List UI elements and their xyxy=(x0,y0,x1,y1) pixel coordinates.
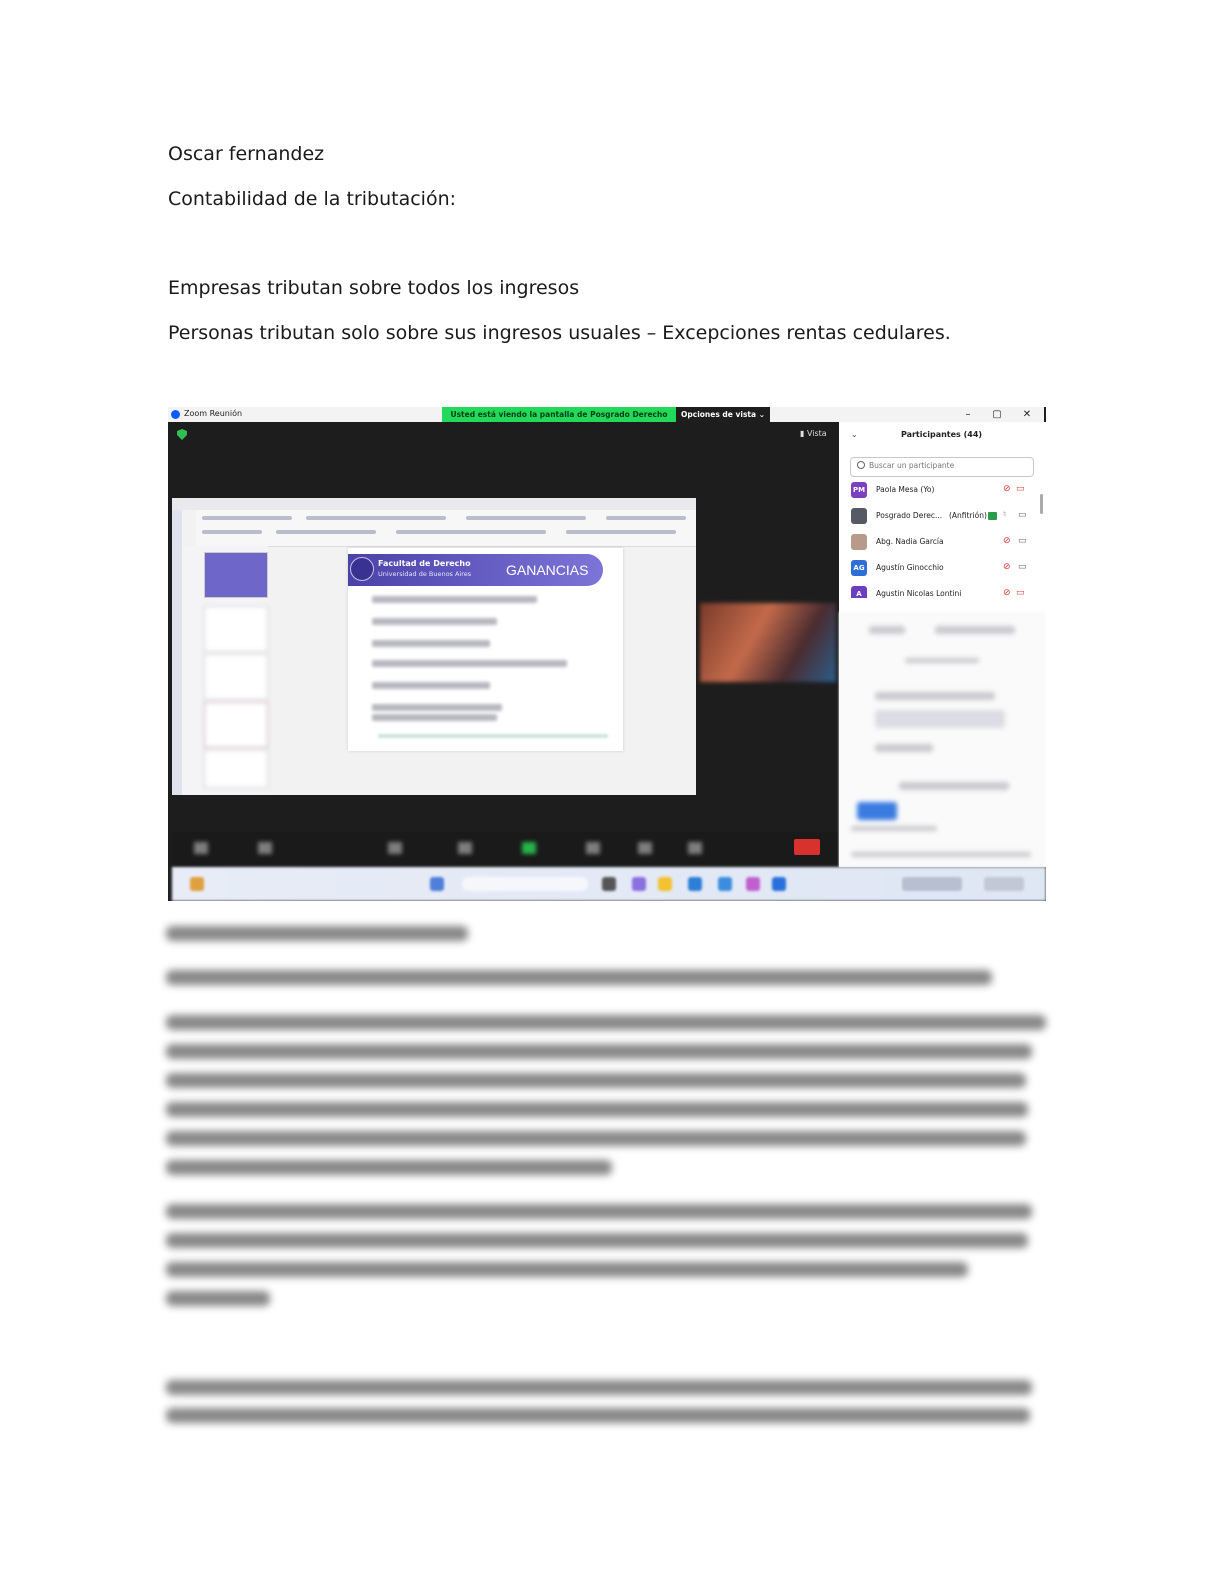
participant-video xyxy=(700,603,836,682)
chevron-down-icon[interactable]: ⌄ xyxy=(851,430,858,439)
blurred-text-line xyxy=(166,1073,1026,1088)
video-icon[interactable]: ▭ xyxy=(1018,510,1027,520)
ribbon-item xyxy=(566,530,676,534)
share-screen-icon[interactable] xyxy=(522,842,536,854)
participant-row[interactable] xyxy=(851,558,1041,578)
paragraph-empresas: Empresas tributan sobre todos los ingresos xyxy=(168,277,580,299)
blurred-text-line xyxy=(166,1233,1028,1248)
video-icon[interactable]: ▭ xyxy=(1018,562,1027,572)
slide-thumbnail[interactable] xyxy=(204,702,268,748)
slide-bullet xyxy=(372,714,497,721)
slide-bullet xyxy=(372,618,497,625)
avatar: AG xyxy=(851,560,867,576)
system-tray[interactable] xyxy=(902,877,962,891)
zoom-taskbar-icon[interactable] xyxy=(772,877,786,891)
weather-icon[interactable] xyxy=(190,877,204,891)
participant-row[interactable] xyxy=(851,506,1041,526)
search-icon xyxy=(857,461,865,469)
participants-panel xyxy=(839,422,1046,867)
app-icon[interactable] xyxy=(632,877,646,891)
blurred-item xyxy=(851,852,1031,857)
meeting-controls xyxy=(172,832,839,867)
zoom-window-title: Zoom Reunión xyxy=(184,409,243,418)
host-badge-icon xyxy=(988,512,997,520)
zoom-title-bar xyxy=(168,407,1044,422)
chat-icon[interactable] xyxy=(458,842,472,854)
blurred-text-line xyxy=(166,1160,612,1175)
taskbar-search-input[interactable] xyxy=(462,877,588,891)
shield-icon xyxy=(177,429,187,440)
avatar: PM xyxy=(851,482,867,498)
participants-icon[interactable] xyxy=(388,842,402,854)
grid-icon: ▮ xyxy=(800,429,805,438)
start-icon[interactable] xyxy=(430,877,444,891)
blurred-text-line xyxy=(166,970,992,985)
mic-muted-icon[interactable]: ⊘ xyxy=(1003,536,1011,546)
browser-icon[interactable] xyxy=(688,877,702,891)
share-banner: Usted está viendo la pantalla de Posgrado Derecho xyxy=(442,407,676,422)
view-options-label: Opciones de vista xyxy=(681,410,757,419)
reactions-icon[interactable] xyxy=(638,842,652,854)
mic-muted-icon[interactable]: ⊘ xyxy=(1003,562,1011,572)
minimize-icon[interactable]: – xyxy=(965,409,971,420)
slide-footer xyxy=(378,734,608,738)
blurred-text-line xyxy=(166,1044,1032,1059)
zoom-screenshot xyxy=(168,407,1046,901)
blurred-item xyxy=(875,710,1005,728)
slide-bullet xyxy=(372,704,502,711)
close-icon[interactable]: ✕ xyxy=(1022,409,1032,420)
slide-faculty: Facultad de Derecho xyxy=(378,559,471,568)
maximize-icon[interactable]: ▢ xyxy=(992,409,1002,420)
blurred-item xyxy=(875,692,995,700)
app-icon[interactable] xyxy=(718,877,732,891)
view-options-button[interactable] xyxy=(676,407,770,422)
folder-icon[interactable] xyxy=(658,877,672,891)
more-icon[interactable] xyxy=(688,842,702,854)
paragraph-personas: Personas tributan solo sobre sus ingresos usuales – Excepciones rentas cedulares. xyxy=(168,322,951,344)
blurred-text-line xyxy=(166,1131,1026,1146)
windows-taskbar xyxy=(172,867,1046,901)
ribbon-item xyxy=(466,516,586,520)
blurred-text-line xyxy=(166,1204,1032,1219)
video-icon[interactable]: ▭ xyxy=(1018,536,1027,546)
taskview-icon[interactable] xyxy=(602,877,616,891)
ribbon-item xyxy=(396,530,546,534)
avatar xyxy=(851,508,867,524)
clock xyxy=(984,877,1024,891)
zoom-logo-icon xyxy=(171,410,180,419)
participant-name: Agustín Ginocchio xyxy=(876,563,944,572)
current-slide xyxy=(348,548,623,751)
blurred-item xyxy=(851,826,937,831)
slide-thumbnail[interactable] xyxy=(204,750,268,788)
participant-search-input[interactable] xyxy=(850,457,1034,477)
participants-title: Participantes (44) xyxy=(900,430,983,439)
slide-thumbnail[interactable] xyxy=(204,654,268,700)
slide-header xyxy=(348,554,603,586)
blurred-text-line xyxy=(166,1102,1028,1117)
end-meeting-button[interactable] xyxy=(794,839,820,855)
search-placeholder: Buscar un participante xyxy=(869,461,955,470)
chat-area xyxy=(839,612,1046,867)
slide-university: Universidad de Buenos Aires xyxy=(378,570,472,578)
slide-bullet xyxy=(372,640,490,647)
blurred-text-line xyxy=(166,1262,968,1277)
record-icon[interactable] xyxy=(586,842,600,854)
participant-name: Agustin Nicolas Lontini xyxy=(876,589,962,598)
ribbon-item xyxy=(202,530,262,534)
blurred-item xyxy=(869,626,905,634)
blurred-text-line xyxy=(166,1015,1046,1030)
blurred-item xyxy=(899,782,1009,790)
participant-name: Abg. Nadia García xyxy=(876,537,944,546)
slide-bullet xyxy=(372,596,537,603)
shared-presentation xyxy=(172,498,696,795)
view-button[interactable] xyxy=(800,429,827,438)
mic-icon[interactable] xyxy=(194,842,208,854)
slide-thumbnail[interactable] xyxy=(204,552,268,598)
video-off-icon[interactable]: ▭ xyxy=(1016,484,1025,494)
section-subtitle: Contabilidad de la tributación: xyxy=(168,188,457,210)
blurred-item xyxy=(935,626,1015,634)
host-tag: (Anfitrión) xyxy=(949,511,987,520)
meeting-area xyxy=(168,422,839,867)
mic-muted-icon[interactable]: ⊘ xyxy=(1003,588,1011,598)
ribbon-item xyxy=(276,530,376,534)
blurred-item xyxy=(875,744,933,752)
participant-name: Paola Mesa (Yo) xyxy=(876,485,935,494)
video-icon[interactable] xyxy=(258,842,272,854)
university-seal-icon xyxy=(350,557,374,581)
slide-thumbnail[interactable] xyxy=(204,606,268,652)
participant-row[interactable] xyxy=(851,532,1041,552)
view-label: Vista xyxy=(806,429,827,438)
author-name: Oscar fernandez xyxy=(168,143,325,165)
slide-title: GANANCIAS xyxy=(506,562,589,578)
ppt-title-bar xyxy=(172,498,696,510)
blurred-text-line xyxy=(166,1380,1032,1395)
ppt-ribbon xyxy=(196,510,696,547)
blurred-item xyxy=(905,658,979,663)
slide-bullet xyxy=(372,660,567,667)
avatar: A xyxy=(851,586,867,598)
blurred-text-line xyxy=(166,1408,1030,1423)
ribbon-item xyxy=(306,516,446,520)
panel-scrollbar[interactable] xyxy=(1040,494,1043,514)
mic-muted-icon[interactable]: ⊘ xyxy=(1003,484,1011,494)
video-off-icon[interactable]: ▭ xyxy=(1016,588,1025,598)
blurred-item xyxy=(857,802,897,820)
participant-row[interactable] xyxy=(851,480,1041,500)
mic-icon[interactable]: ♮ xyxy=(1003,510,1007,520)
participant-name: Posgrado Derec... xyxy=(876,511,943,520)
blurred-text-line xyxy=(166,1291,270,1306)
app-icon[interactable] xyxy=(746,877,760,891)
slide-thumbnails xyxy=(182,546,268,795)
chevron-down-icon: ⌄ xyxy=(758,410,765,419)
avatar xyxy=(851,534,867,550)
slide-bullet xyxy=(372,682,490,689)
taskbar-left xyxy=(172,510,182,795)
blurred-heading xyxy=(166,926,468,941)
ribbon-item xyxy=(202,516,292,520)
participant-row[interactable] xyxy=(851,584,1041,598)
ribbon-item xyxy=(606,516,686,520)
